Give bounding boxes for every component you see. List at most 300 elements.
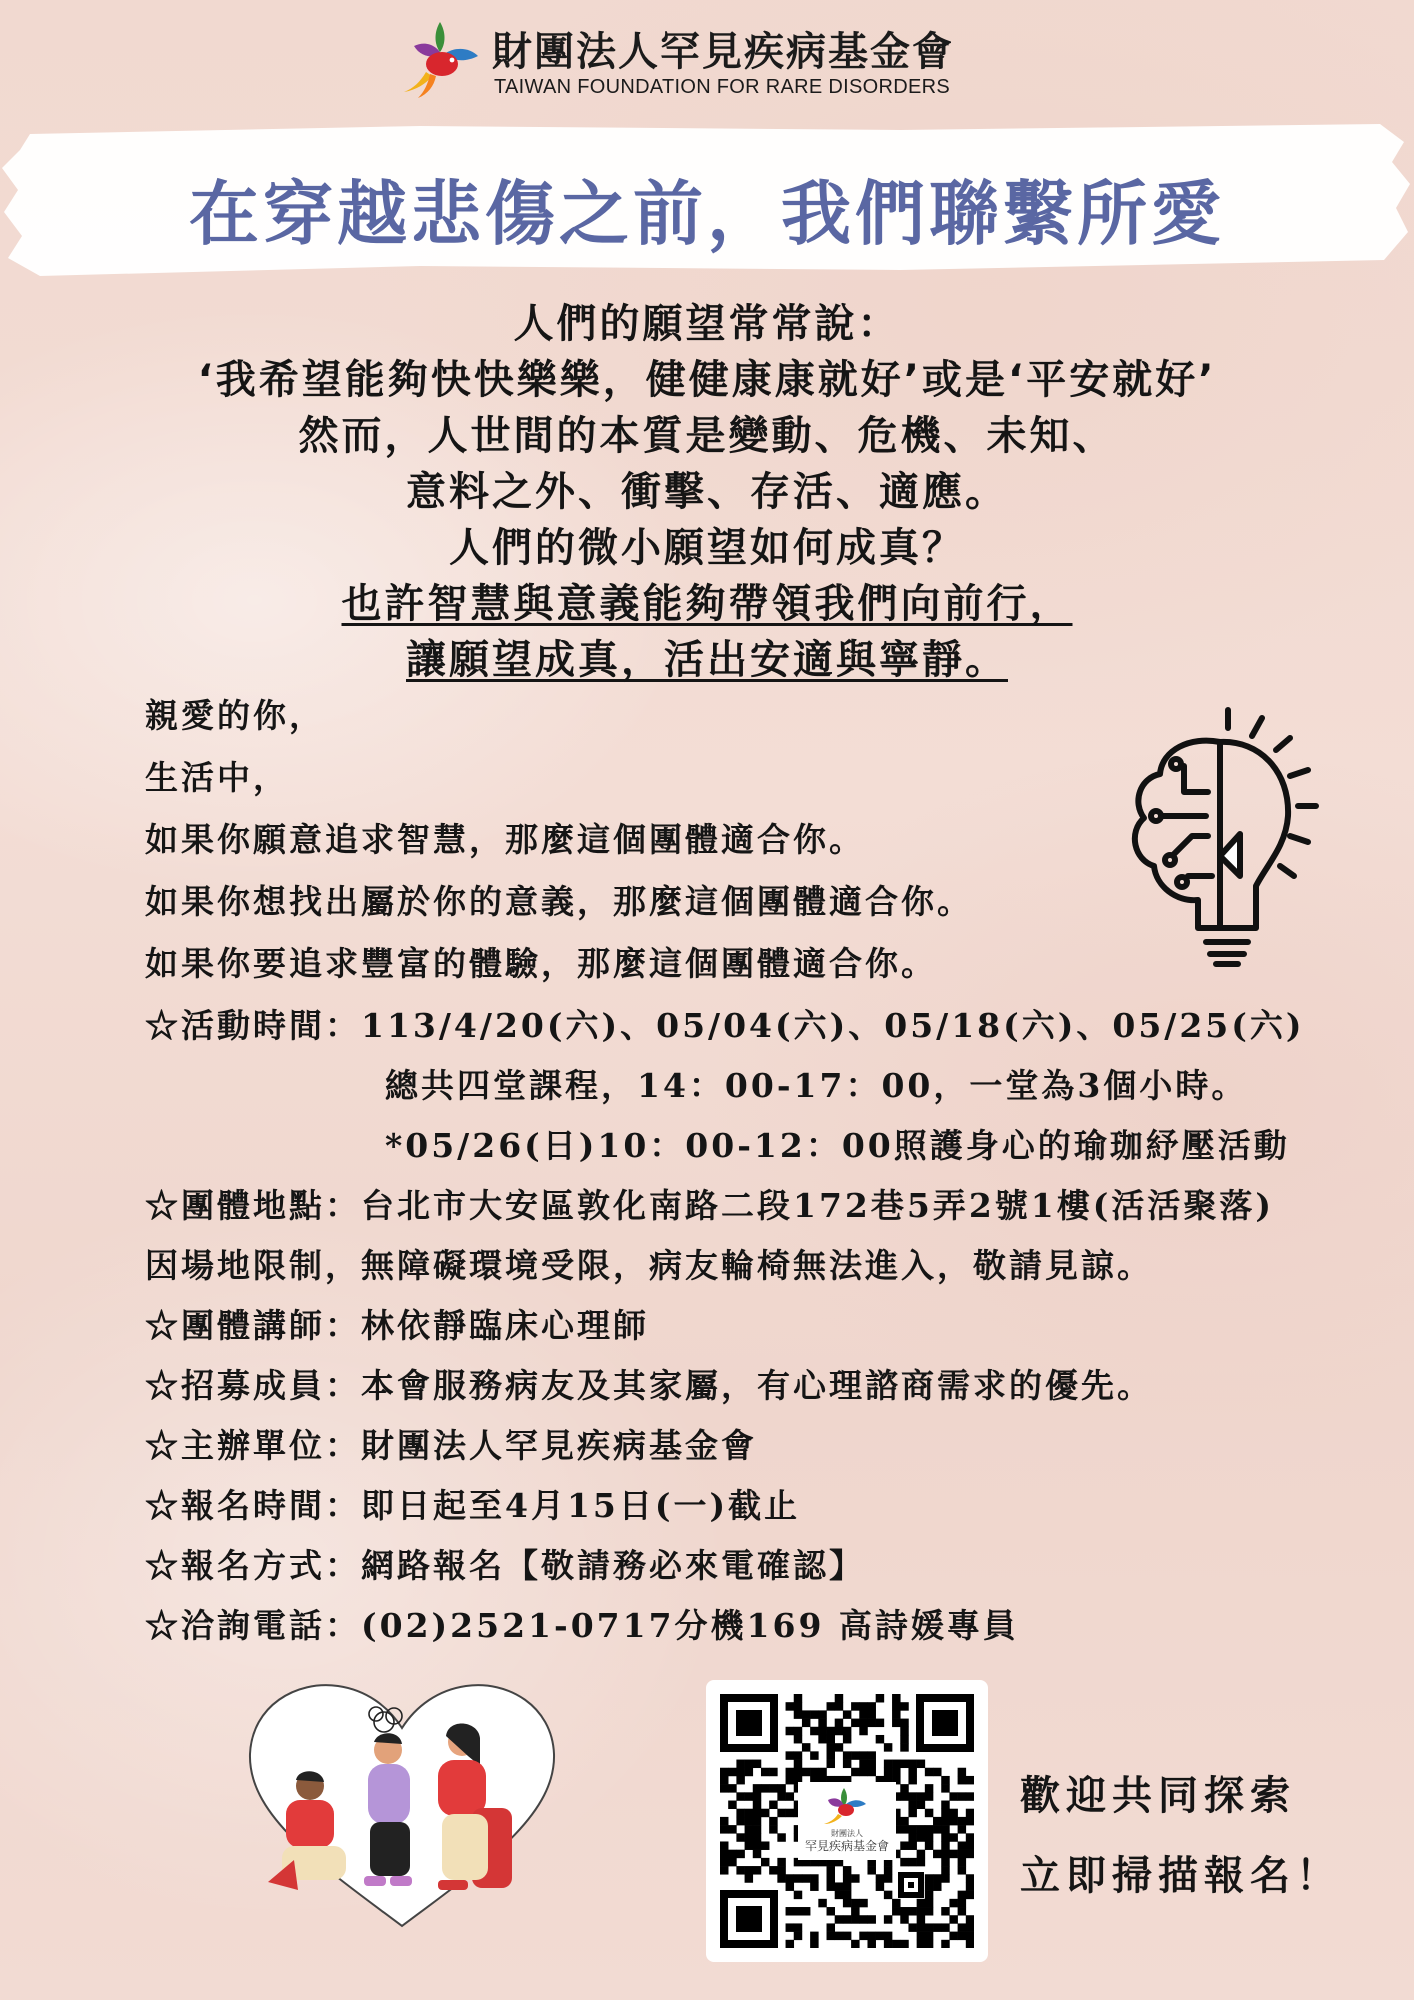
- qr-module: [827, 1874, 835, 1882]
- qr-module: [966, 1817, 974, 1825]
- detail-contact: ☆洽詢電話：(02)2521-0717分機169 高詩媛專員: [145, 1606, 1019, 1645]
- qr-module: [818, 1710, 826, 1718]
- qr-module: [867, 1719, 875, 1727]
- qr-module: [884, 1768, 892, 1776]
- qr-module: [786, 1702, 794, 1710]
- qr-module: [802, 1907, 810, 1915]
- qr-module: [843, 1932, 851, 1940]
- qr-module: [958, 1858, 966, 1866]
- qr-module: [908, 1768, 916, 1776]
- qr-module: [843, 1760, 851, 1768]
- qr-module: [843, 1891, 851, 1899]
- greeting-line-2: 生活中，: [145, 758, 289, 797]
- qr-module: [949, 1792, 957, 1800]
- greeting-line-1: 親愛的你，: [145, 696, 325, 735]
- qr-module: [851, 1874, 859, 1882]
- qr-module: [867, 1768, 875, 1776]
- qr-module: [884, 1760, 892, 1768]
- org-logo: [400, 16, 1000, 102]
- qr-module: [933, 1882, 941, 1890]
- qr-module: [835, 1727, 843, 1735]
- qr-module: [958, 1891, 966, 1899]
- qr-module: [941, 1874, 949, 1882]
- qr-module: [745, 1874, 753, 1882]
- qr-module: [835, 1915, 843, 1923]
- detail-lecturer: ☆團體講師：林依靜臨床心理師: [145, 1306, 649, 1345]
- qr-module: [843, 1751, 851, 1759]
- qr-module: [794, 1710, 802, 1718]
- qr-module: [958, 1923, 966, 1931]
- qr-module: [900, 1702, 908, 1710]
- qr-module: [753, 1825, 761, 1833]
- qr-module: [827, 1702, 835, 1710]
- qr-module: [917, 1858, 925, 1866]
- qr-module: [884, 1743, 892, 1751]
- intro-line-2: ‘我希望能夠快快樂樂，健健康康就好’或是‘平安就好’: [197, 357, 1217, 403]
- qr-module: [720, 1850, 728, 1858]
- org-name-en: TAIWAN FOUNDATION FOR RARE DISORDERS: [494, 76, 950, 98]
- qr-module: [794, 1751, 802, 1759]
- qr-module: [908, 1825, 916, 1833]
- intro-underlined-1: [0, 572, 1414, 629]
- qr-module: [941, 1817, 949, 1825]
- qr-module: [884, 1891, 892, 1899]
- greeting-line-5: 如果你要追求豐富的體驗，那麼這個團體適合你。: [145, 944, 937, 983]
- intro-underlined-text-2: 讓願望成真，活出安適與寧靜。: [406, 637, 1008, 683]
- qr-module: [753, 1833, 761, 1841]
- qr-module: [786, 1776, 794, 1784]
- qr-module: [876, 1694, 884, 1702]
- qr-module: [769, 1768, 777, 1776]
- qr-module: [802, 1874, 810, 1882]
- qr-module: [958, 1792, 966, 1800]
- qr-module: [859, 1710, 867, 1718]
- qr-module: [745, 1817, 753, 1825]
- qr-module: [728, 1850, 736, 1858]
- qr-module: [761, 1809, 769, 1817]
- qr-module: [835, 1743, 843, 1751]
- qr-module: [720, 1817, 728, 1825]
- qr-module: [900, 1727, 908, 1735]
- qr-module: [867, 1751, 875, 1759]
- qr-module: [827, 1866, 835, 1874]
- qr-module: [843, 1882, 851, 1890]
- qr-module: [753, 1784, 761, 1792]
- qr-module: [810, 1751, 818, 1759]
- qr-module: [745, 1866, 753, 1874]
- qr-module: [777, 1866, 785, 1874]
- qr-module: [753, 1809, 761, 1817]
- qr-module: [941, 1866, 949, 1874]
- qr-module: [958, 1932, 966, 1940]
- qr-module: [736, 1776, 744, 1784]
- qr-module: [777, 1858, 785, 1866]
- qr-module: [859, 1719, 867, 1727]
- qr-module: [802, 1743, 810, 1751]
- support-group-illustration: [242, 1676, 562, 1936]
- qr-module: [917, 1850, 925, 1858]
- qr-module: [761, 1768, 769, 1776]
- qr-module: [949, 1850, 957, 1858]
- qr-module: [867, 1915, 875, 1923]
- qr-module: [851, 1915, 859, 1923]
- qr-module: [859, 1899, 867, 1907]
- qr-module: [925, 1792, 933, 1800]
- qr-module: [786, 1923, 794, 1931]
- qr-module: [786, 1882, 794, 1890]
- qr-module: [867, 1940, 875, 1948]
- qr-module: [925, 1891, 933, 1899]
- qr-module: [736, 1809, 744, 1817]
- title-banner: [0, 120, 1414, 280]
- qr-module: [900, 1841, 908, 1849]
- qr-module: [794, 1727, 802, 1735]
- qr-module: [720, 1776, 728, 1784]
- qr-module: [827, 1735, 835, 1743]
- qr-module: [745, 1841, 753, 1849]
- qr-label-1: 財團法人: [831, 1829, 863, 1838]
- qr-module: [884, 1940, 892, 1948]
- qr-module: [958, 1776, 966, 1784]
- qr-code-pattern: [720, 1694, 974, 1948]
- qr-module: [720, 1841, 728, 1849]
- cta-line-2: 立即掃描報名！: [1020, 1852, 1342, 1899]
- qr-module: [843, 1735, 851, 1743]
- qr-module: [728, 1825, 736, 1833]
- qr-module: [884, 1866, 892, 1874]
- qr-module: [892, 1710, 900, 1718]
- qr-module: [884, 1915, 892, 1923]
- qr-module: [958, 1768, 966, 1776]
- qr-module: [884, 1932, 892, 1940]
- qr-module: [753, 1841, 761, 1849]
- qr-module: [794, 1874, 802, 1882]
- qr-module: [867, 1866, 875, 1874]
- qr-module: [900, 1940, 908, 1948]
- qr-module: [818, 1768, 826, 1776]
- qr-module: [917, 1801, 925, 1809]
- qr-module: [810, 1874, 818, 1882]
- qr-module: [892, 1694, 900, 1702]
- qr-module: [827, 1743, 835, 1751]
- qr-module: [810, 1727, 818, 1735]
- qr-module: [720, 1768, 728, 1776]
- qr-module: [720, 1825, 728, 1833]
- qr-module: [769, 1801, 777, 1809]
- intro-line-4: 意料之外、衝擊、存活、適應。: [406, 469, 1008, 515]
- qr-module: [917, 1923, 925, 1931]
- qr-module: [876, 1874, 884, 1882]
- qr-module: [958, 1907, 966, 1915]
- qr-module: [917, 1907, 925, 1915]
- qr-module: [925, 1809, 933, 1817]
- qr-module: [900, 1784, 908, 1792]
- greeting-line-4: 如果你想找出屬於你的意義，那麼這個團體適合你。: [145, 882, 973, 921]
- qr-module: [859, 1727, 867, 1735]
- detail-time-note-2: *05/26(日)10：00-12：00照護身心的瑜珈紓壓活動: [385, 1126, 1290, 1165]
- qr-module: [966, 1776, 974, 1784]
- qr-module: [900, 1743, 908, 1751]
- qr-module: [900, 1817, 908, 1825]
- qr-module: [753, 1817, 761, 1825]
- intro-line-1: 人們的願望常常說：: [513, 301, 901, 347]
- qr-module: [949, 1932, 957, 1940]
- qr-module: [900, 1735, 908, 1743]
- qr-module: [900, 1907, 908, 1915]
- qr-module: [917, 1792, 925, 1800]
- qr-module: [745, 1792, 753, 1800]
- qr-module: [892, 1899, 900, 1907]
- qr-module: [827, 1907, 835, 1915]
- qr-module: [794, 1923, 802, 1931]
- qr-module: [933, 1923, 941, 1931]
- qr-module: [753, 1866, 761, 1874]
- qr-module: [966, 1915, 974, 1923]
- qr-module: [794, 1702, 802, 1710]
- qr-module: [941, 1784, 949, 1792]
- detail-reg-time: ☆報名時間：即日起至4月15日(一)截止: [145, 1486, 801, 1525]
- qr-module: [941, 1858, 949, 1866]
- qr-module: [728, 1784, 736, 1792]
- detail-place: ☆團體地點：台北市大安區敦化南路二段172巷5弄2號1樓(活活聚落): [145, 1186, 1274, 1225]
- qr-module: [835, 1891, 843, 1899]
- qr-module: [810, 1940, 818, 1948]
- qr-module: [958, 1825, 966, 1833]
- qr-module: [843, 1915, 851, 1923]
- qr-module: [786, 1768, 794, 1776]
- qr-module: [908, 1801, 916, 1809]
- qr-module: [827, 1882, 835, 1890]
- qr-module: [941, 1850, 949, 1858]
- qr-module: [761, 1841, 769, 1849]
- qr-module: [802, 1768, 810, 1776]
- qr-module: [949, 1817, 957, 1825]
- qr-module: [769, 1866, 777, 1874]
- qr-module: [908, 1923, 916, 1931]
- qr-module: [876, 1719, 884, 1727]
- qr-module: [925, 1833, 933, 1841]
- qr-module: [777, 1874, 785, 1882]
- qr-module: [966, 1874, 974, 1882]
- qr-module: [966, 1891, 974, 1899]
- qr-module: [794, 1932, 802, 1940]
- qr-module: [843, 1866, 851, 1874]
- qr-module: [933, 1825, 941, 1833]
- qr-module: [753, 1792, 761, 1800]
- qr-module: [949, 1899, 957, 1907]
- qr-module: [753, 1801, 761, 1809]
- qr-module: [818, 1719, 826, 1727]
- qr-module: [892, 1907, 900, 1915]
- qr-module: [941, 1776, 949, 1784]
- qr-module: [958, 1841, 966, 1849]
- qr-module: [933, 1817, 941, 1825]
- qr-module: [892, 1702, 900, 1710]
- qr-module: [966, 1841, 974, 1849]
- qr-module: [851, 1751, 859, 1759]
- qr-module: [941, 1825, 949, 1833]
- qr-module: [777, 1809, 785, 1817]
- qr-module: [933, 1874, 941, 1882]
- intro-line-3: 然而，人世間的本質是變動、危機、未知、: [298, 413, 1116, 459]
- qr-module: [908, 1907, 916, 1915]
- detail-members: ☆招募成員：本會服務病友及其家屬，有心理諮商需求的優先。: [145, 1366, 1153, 1405]
- intro-underlined-text-1: 也許智慧與意義能夠帶領我們向前行，: [341, 581, 1073, 627]
- qr-module: [720, 1858, 728, 1866]
- qr-module: [941, 1940, 949, 1948]
- qr-module: [941, 1841, 949, 1849]
- qr-module: [843, 1874, 851, 1882]
- qr-module: [876, 1735, 884, 1743]
- qr-module: [777, 1784, 785, 1792]
- qr-module: [827, 1923, 835, 1931]
- qr-module: [892, 1768, 900, 1776]
- qr-module: [769, 1817, 777, 1825]
- qr-module: [867, 1702, 875, 1710]
- qr-module: [958, 1899, 966, 1907]
- qr-module: [900, 1825, 908, 1833]
- qr-module: [941, 1809, 949, 1817]
- qr-module: [966, 1792, 974, 1800]
- qr-module: [925, 1874, 933, 1882]
- qr-module: [892, 1940, 900, 1948]
- qr-module: [794, 1760, 802, 1768]
- qr-module: [827, 1751, 835, 1759]
- qr-module: [843, 1899, 851, 1907]
- qr-module: [941, 1801, 949, 1809]
- qr-module: [777, 1833, 785, 1841]
- detail-time: ☆活動時間：113/4/20(六)、05/04(六)、05/18(六)、05/25(六): [145, 1006, 1305, 1045]
- qr-module: [794, 1891, 802, 1899]
- qr-module: [900, 1858, 908, 1866]
- qr-module: [900, 1719, 908, 1727]
- qr-module: [843, 1710, 851, 1718]
- detail-time-note-1: 總共四堂課程，14：00-17：00，一堂為3個小時。: [385, 1066, 1248, 1105]
- qr-module: [908, 1776, 916, 1784]
- intro-underlined-2: [0, 628, 1414, 685]
- qr-module: [958, 1866, 966, 1874]
- qr-module: [949, 1915, 957, 1923]
- qr-module: [892, 1719, 900, 1727]
- qr-module: [925, 1907, 933, 1915]
- qr-module: [941, 1833, 949, 1841]
- qr-module: [867, 1710, 875, 1718]
- qr-module: [786, 1751, 794, 1759]
- qr-module: [933, 1850, 941, 1858]
- qr-module: [720, 1784, 728, 1792]
- qr-module: [925, 1940, 933, 1948]
- detail-organizer: ☆主辦單位：財團法人罕見疾病基金會: [145, 1426, 757, 1465]
- qr-module: [958, 1850, 966, 1858]
- logo-bird-icon: [400, 16, 484, 100]
- qr-module: [736, 1850, 744, 1858]
- qr-module: [835, 1932, 843, 1940]
- qr-module: [745, 1825, 753, 1833]
- qr-module: [761, 1858, 769, 1866]
- qr-module: [908, 1858, 916, 1866]
- qr-module: [794, 1694, 802, 1702]
- qr-module: [827, 1760, 835, 1768]
- qr-module: [900, 1792, 908, 1800]
- qr-module: [941, 1923, 949, 1931]
- cta-line-1: 歡迎共同探索: [1020, 1772, 1296, 1819]
- qr-module: [859, 1702, 867, 1710]
- qr-module: [736, 1792, 744, 1800]
- qr-module: [736, 1866, 744, 1874]
- qr-module: [876, 1932, 884, 1940]
- qr-module: [786, 1874, 794, 1882]
- qr-module: [925, 1932, 933, 1940]
- qr-module: [908, 1841, 916, 1849]
- qr-module: [810, 1710, 818, 1718]
- qr-module: [917, 1760, 925, 1768]
- qr-module: [966, 1923, 974, 1931]
- qr-label-2: 罕見疾病基金會: [804, 1839, 890, 1853]
- qr-code[interactable]: [706, 1680, 988, 1962]
- qr-module: [843, 1727, 851, 1735]
- qr-module: [786, 1940, 794, 1948]
- qr-module: [786, 1907, 794, 1915]
- qr-module: [851, 1768, 859, 1776]
- qr-module: [941, 1907, 949, 1915]
- qr-module: [777, 1792, 785, 1800]
- qr-module: [851, 1907, 859, 1915]
- qr-module: [949, 1809, 957, 1817]
- qr-module: [925, 1882, 933, 1890]
- qr-module: [810, 1882, 818, 1890]
- qr-module: [908, 1792, 916, 1800]
- qr-module: [908, 1833, 916, 1841]
- qr-module: [867, 1932, 875, 1940]
- qr-module: [851, 1940, 859, 1948]
- qr-module: [933, 1768, 941, 1776]
- qr-module: [802, 1719, 810, 1727]
- qr-module: [835, 1694, 843, 1702]
- qr-module: [745, 1809, 753, 1817]
- qr-module: [769, 1784, 777, 1792]
- qr-module: [876, 1882, 884, 1890]
- qr-module: [859, 1915, 867, 1923]
- qr-module: [966, 1850, 974, 1858]
- qr-module: [867, 1760, 875, 1768]
- qr-module: [908, 1809, 916, 1817]
- qr-module: [728, 1768, 736, 1776]
- qr-module: [925, 1825, 933, 1833]
- qr-module: [966, 1882, 974, 1890]
- qr-module: [917, 1915, 925, 1923]
- qr-module: [818, 1735, 826, 1743]
- qr-module: [827, 1727, 835, 1735]
- qr-module: [835, 1702, 843, 1710]
- qr-module: [753, 1850, 761, 1858]
- qr-module: [917, 1825, 925, 1833]
- qr-module: [900, 1760, 908, 1768]
- greeting-line-3: 如果你願意追求智慧，那麼這個團體適合你。: [145, 820, 865, 859]
- qr-module: [736, 1833, 744, 1841]
- page-title: 在穿越悲傷之前，我們聯繫所愛: [189, 173, 1225, 255]
- qr-module: [810, 1932, 818, 1940]
- qr-module: [966, 1809, 974, 1817]
- qr-module: [827, 1932, 835, 1940]
- org-name-zh: 財團法人罕見疾病基金會: [492, 28, 954, 75]
- qr-module: [794, 1768, 802, 1776]
- qr-module: [966, 1833, 974, 1841]
- qr-module: [728, 1801, 736, 1809]
- qr-module: [917, 1899, 925, 1907]
- qr-module: [818, 1727, 826, 1735]
- qr-module: [745, 1768, 753, 1776]
- qr-module: [851, 1702, 859, 1710]
